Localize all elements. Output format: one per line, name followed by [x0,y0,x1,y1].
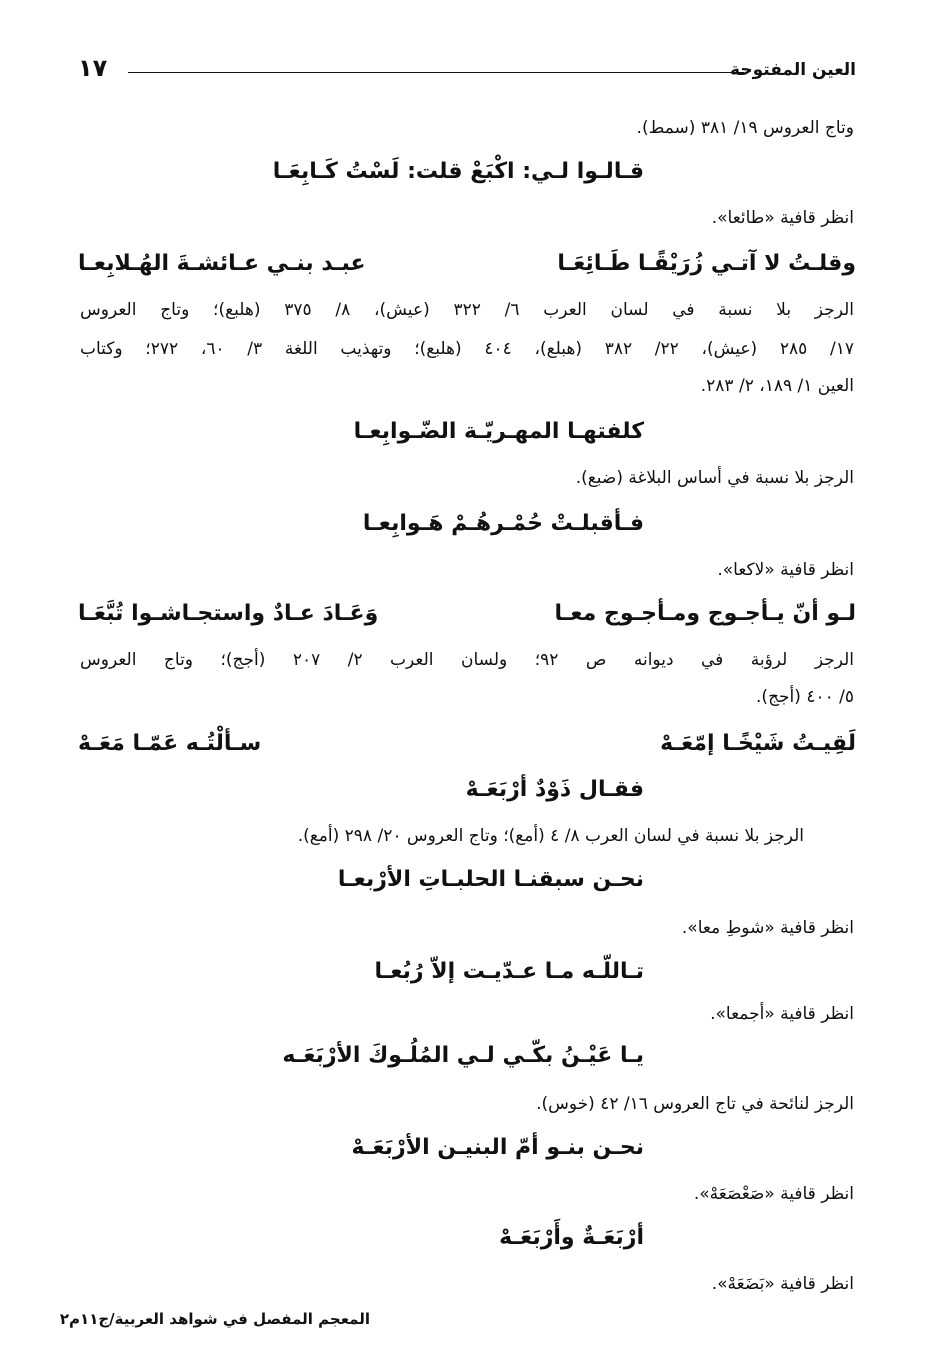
source-line: الرجز لنائحة في تاج العروس ١٦/ ٤٢ (خوس). [536,1094,854,1114]
source-line: الرجز بلا نسبة في لسان العرب ٦/ ٣٢٢ (عيش)، ٨/ ٣٧٥ (هلبع)؛ وتاج العروس [80,300,854,320]
verse-hemistich-left: عبـد بنـي عـائشـةَ الهُـلابِعـا [78,251,366,276]
verse-line: نحـن سبقنـا الحلبـاتِ الأرْبعـا [337,867,644,892]
reference-line: انظر قافية «صَعْصَعَهْ». [693,1184,854,1204]
verse-hemistich-right: لـو أنّ يـأجـوج ومـأجـوج معـا [554,601,856,626]
verse-hemistich-left: سـألْتُـه عَمّـا مَعَـهْ [78,731,262,756]
source-line: العين ١/ ١٨٩، ٢/ ٢٨٣. [700,376,854,396]
verse-hemistich-left: وَعَـادَ عـادٌ واستجـاشـوا تُبَّعَـا [78,601,379,626]
verse-line: يـا عَيْـنُ بكّـي لـي المُلُـوكَ الأرْبَعَـه [282,1043,644,1068]
header-rule [128,72,744,73]
reference-line: انظر قافية «أجمعا». [710,1004,854,1024]
source-line: وتاج العروس ١٩/ ٣٨١ (سمط). [636,118,854,138]
verse-line: نحـن بنـو أمّ البنيـن الأرْبَعَـهْ [351,1135,644,1160]
running-title: العين المفتوحة [730,60,856,80]
footer-book-label: المعجم المفصل في شواهد العربية/ج١١م٢ [59,1310,370,1328]
verse-line: تـاللّـه مـا عـدّيـت إلاّ رُبُعـا [374,959,644,984]
verse-hemistich-right: لَقِيـتُ شَيْخًـا إمّعَـهْ [660,731,856,756]
source-line: ١٧/ ٢٨٥ (عيش)، ٢٢/ ٣٨٢ (هبلع)، ٤٠٤ (هلبع)؛ وتهذيب اللغة ٣/ ٦٠، ٢٧٢؛ وكتاب [80,339,854,359]
page-number: ١٧ [78,54,108,82]
reference-line: انظر قافية «بَضَعَهْ». [711,1274,854,1294]
source-line: الرجز بلا نسبة في أساس البلاغة (ضبع). [575,468,854,488]
verse-line: فقـال ذَوْدٌ أرْبَعَـهْ [465,777,644,802]
verse-line: فـأقبلـتْ حُمْـرهُـمْ هَـوابِعـا [362,511,644,536]
verse-line: أرْبَعَـةٌ وأَرْبَعَـهْ [499,1225,644,1250]
source-line: ٥/ ٤٠٠ (أجج). [756,687,854,707]
source-line: الرجز لرؤبة في ديوانه ص ٩٢؛ ولسان العرب ٢/ ٢٠٧ (أجج)؛ وتاج العروس [80,650,855,670]
reference-line: انظر قافية «لاكعا». [717,560,854,580]
verse-line: قـالـوا لـي: اكْبَعْ قلت: لَسْتُ كَـابِعَـا [272,159,644,184]
reference-line: انظر قافية «شوطِ معا». [681,918,854,938]
verse-line: كلفتهـا المهـريّـة الضّـوابِعـا [353,419,644,444]
reference-line: انظر قافية «طائعا». [711,208,854,228]
verse-hemistich-right: وقلـتُ لا آتـي زُرَيْقًـا طَـائِعَـا [557,251,856,276]
source-line: الرجز بلا نسبة في لسان العرب ٨/ ٤ (أمع)؛ وتاج العروس ٢٠/ ٢٩٨ (أمع). [297,826,804,846]
